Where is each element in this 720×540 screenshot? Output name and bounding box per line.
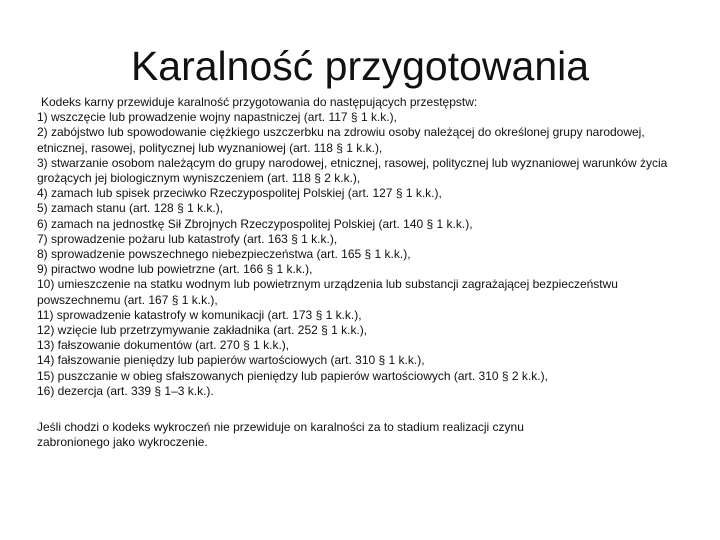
offense-item: 14) fałszowanie pieniędzy lub papierów wartościowych (art. 310 § 1 k.k.), — [37, 353, 425, 368]
offense-item: 10) umieszczenie na statku wodnym lub powietrznym urządzenia lub substancji zagrażającej bezpieczeństwu powszechnemu (art. 167 § 1 k.k.), — [37, 277, 618, 307]
offense-item: 12) wzięcie lub przetrzymywanie zakładnika (art. 252 § 1 k.k.), — [37, 323, 368, 338]
offense-item: 9) piractwo wodne lub powietrzne (art. 166 § 1 k.k.), — [37, 262, 313, 277]
offense-list — [37, 110, 697, 399]
closing-note: Jeśli chodzi o kodeks wykroczeń nie przewiduje on karalności za to stadium realizacji czynu zabronionego jako wykroczenie. — [37, 420, 524, 450]
offense-item: 15) puszczanie w obieg sfałszowanych pieniędzy lub papierów wartościowych (art. 310 § 2 k.k.), — [37, 368, 548, 383]
offense-item: 13) fałszowanie dokumentów (art. 270 § 1 k.k.), — [37, 338, 290, 353]
slide-content — [37, 95, 697, 450]
intro-text: Kodeks karny przewiduje karalność przygotowania do następujących przestępstw: — [41, 95, 478, 109]
offense-item: 11) sprowadzenie katastrofy w komunikacji (art. 173 § 1 k.k.), — [37, 307, 362, 322]
slide-title: Karalność przygotowania — [130, 43, 590, 89]
offense-item: 1) wszczęcie lub prowadzenie wojny napastniczej (art. 117 § 1 k.k.), — [37, 110, 397, 125]
offense-item: 7) sprowadzenie pożaru lub katastrofy (art. 163 § 1 k.k.), — [37, 231, 338, 246]
offense-item: 4) zamach lub spisek przeciwko Rzeczypospolitej Polskiej (art. 127 § 1 k.k.), — [37, 186, 442, 201]
offense-item: 5) zamach stanu (art. 128 § 1 k.k.), — [37, 201, 224, 216]
offense-item: 3) stwarzanie osobom należącym do grupy narodowej, etnicznej, rasowej, politycznej lub wyznaniowej warunków życia grożących jej biologicznym wyniszczeniem (art. 118 § 2 k.k.), — [37, 155, 668, 186]
offense-item: 8) sprowadzenie powszechnego niebezpieczeństwa (art. 165 § 1 k.k.), — [37, 247, 411, 262]
offense-item: 6) zamach na jednostkę Sił Zbrojnych Rzeczypospolitej Polskiej (art. 140 § 1 k.k.), — [37, 216, 473, 231]
offense-item: 16) dezercja (art. 339 § 1–3 k.k.). — [37, 383, 214, 398]
offense-item: 2) zabójstwo lub spowodowanie ciężkiego uszczerbku na zdrowiu osoby należącej do określonej grupy narodowej, etnicznej, rasowej, politycznej lub wyznaniowej (art. 118 § 1 k.k.), — [37, 125, 645, 155]
